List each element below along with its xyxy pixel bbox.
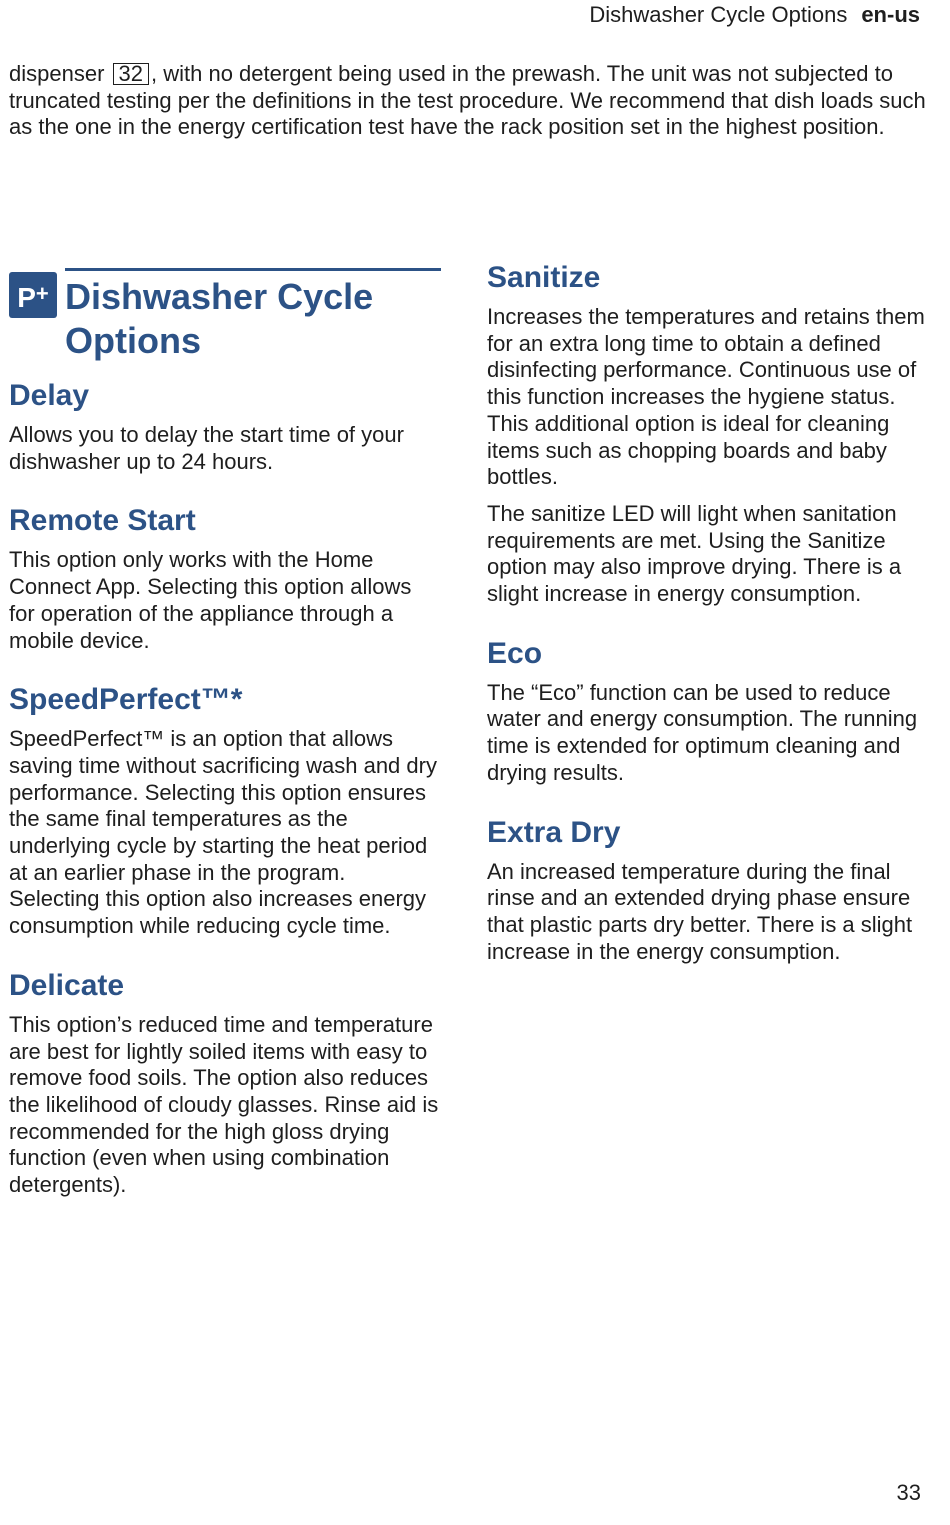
program-plus-icon	[9, 272, 57, 318]
section-heading: Remote Start	[9, 504, 196, 538]
running-header	[589, 2, 920, 28]
intro-text-rest: , with no detergent being used in the prewash. The unit was not subjected to truncated testing per the definitions in the test procedure. We recommend that dish loads such as the one in the energy certification test have the rack position set in the highest position.	[9, 61, 926, 140]
reference-number-box: 32	[113, 63, 149, 85]
option-section	[9, 376, 441, 475]
option-section	[9, 680, 441, 940]
header-language-code: en-us	[861, 2, 920, 27]
section-heading: SpeedPerfect™*	[9, 683, 243, 717]
section-paragraph: Increases the temperatures and retains them for an extra long time to obtain a defined disinfecting performance. Continuous use of this function increases the hygiene status. This additional option is ideal for cleaning items such as chopping boards and baby bottles.	[487, 304, 925, 490]
section-heading: Sanitize	[487, 261, 601, 294]
icon-plus: +	[35, 281, 49, 306]
intro-paragraph	[9, 61, 929, 141]
section-paragraph: This option’s reduced time and temperature are best for lightly soiled items with easy to remove food soils. The option also reduces the likelihood of cloudy glasses. Rinse aid is recommended for the high gloss drying function (even when using combination detergents).	[9, 1011, 439, 1198]
left-column	[9, 268, 441, 1225]
section-paragraph: Allows you to delay the start time of your dishwasher up to 24 hours.	[9, 422, 404, 474]
section-paragraph: This option only works with the Home Connect App. Selecting this option allows for operation of the appliance through a mobile device.	[9, 547, 412, 653]
option-section	[9, 966, 441, 1199]
left-sections	[9, 376, 441, 1199]
intro-text-start: dispenser	[9, 61, 111, 86]
page-number: 33	[896, 1480, 921, 1505]
right-column	[487, 258, 927, 991]
chapter-rule	[65, 268, 441, 271]
section-paragraph: An increased temperature during the final rinse and an extended drying phase ensure that plastic parts dry better. There is a slight increase in the energy consumption.	[487, 858, 913, 964]
section-paragraph: The “Eco” function can be used to reduce water and energy consumption. The running time is extended for optimum cleaning and drying results.	[487, 679, 918, 785]
section-heading: Delay	[9, 379, 90, 412]
section-heading: Delicate	[9, 968, 125, 1002]
option-section	[9, 501, 441, 654]
option-section	[487, 634, 927, 787]
option-section	[487, 258, 927, 608]
header-section-title: Dishwasher Cycle Options	[589, 2, 848, 27]
right-sections	[487, 258, 927, 965]
section-heading: Eco	[487, 636, 543, 670]
icon-letter: P	[17, 282, 36, 313]
chapter-title: Dishwasher Cycle Options	[65, 276, 374, 361]
section-paragraph: SpeedPerfect™ is an option that allows saving time without sacrificing wash and dry performance. Selecting this option ensures the same final temperatures as the underlying cycle by starting the heat period at an earlier phase in the program. Selecting this option also increases energy consumption while reducing cycle time.	[9, 726, 437, 939]
section-paragraph: The sanitize LED will light when sanitation requirements are met. Using the Sanitize option may also improve drying. There is a slight increase in energy consumption.	[487, 500, 902, 607]
chapter-heading	[9, 268, 441, 376]
option-section	[487, 813, 927, 966]
section-heading: Extra Dry	[487, 815, 621, 849]
